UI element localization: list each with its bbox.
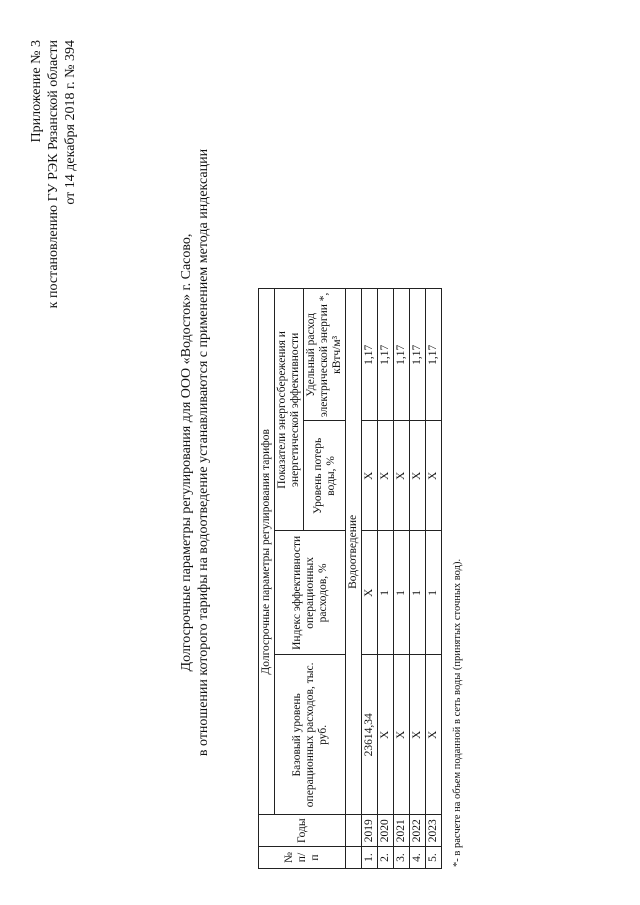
cell-loss: X [410,421,426,531]
cell-base: X [426,655,442,815]
heading-line-2: в отношении которого тарифы на водоотведение устанавливаются с применением метода индексации [196,148,211,757]
cell-no: 4. [410,847,426,869]
section-empty-cell [346,847,362,869]
header-efficiency-index: Индекс эффективности операционных расходов, % [275,531,346,655]
cell-base: X [378,655,394,815]
cell-no: 1. [362,847,378,869]
cell-base: X [410,655,426,815]
parameters-table [258,288,442,869]
table-row [362,289,378,869]
cell-loss: X [362,421,378,531]
cell-no: 3. [394,847,410,869]
cell-base: X [394,655,410,815]
cell-base: 23614,34 [362,655,378,815]
cell-index: 1 [410,531,426,655]
cell-no: 2. [378,847,394,869]
cell-index: 1 [426,531,442,655]
cell-year: 2022 [410,815,426,847]
cell-loss: X [426,421,442,531]
cell-electric: 1,17 [410,289,426,421]
document-heading [178,0,212,905]
appendix-line-1: Приложение № 3 [29,40,44,143]
cell-index: X [362,531,378,655]
appendix-line-3: от 14 декабря 2018 г. № 394 [63,40,78,205]
cell-electric: 1,17 [378,289,394,421]
cell-electric: 1,17 [426,289,442,421]
table-row [410,289,426,869]
cell-loss: X [394,421,410,531]
header-year: Годы [259,815,346,847]
section-empty-cell [346,815,362,847]
header-no: № п/п [259,847,346,869]
appendix-block [28,40,79,905]
table-row [394,289,410,869]
cell-electric: 1,17 [394,289,410,421]
footnote: *- в расчете на объем поданной в сеть воды (принятых сточных вод). [452,558,463,867]
section-title: Водоотведение [346,289,362,815]
header-energy-group: Показатели энергосбережения и энергетической эффективности [275,289,304,531]
header-water-loss: Уровень потерь воды, % [304,421,346,531]
cell-index: 1 [394,531,410,655]
header-base-opex: Базовый уровень операционных расходов, тыс. руб. [275,655,346,815]
cell-year: 2021 [394,815,410,847]
cell-year: 2023 [426,815,442,847]
cell-electric: 1,17 [362,289,378,421]
heading-line-1: Долгосрочные параметры регулирования для ООО «Водосток» г. Сасово, [179,233,194,672]
cell-loss: X [378,421,394,531]
header-electric-use: Удельный расход электрической энергии *, кВтч/м³ [304,289,346,421]
appendix-line-2: к постановлению ГУ РЭК Рязанской области [46,40,61,309]
cell-index: 1 [378,531,394,655]
table-row [378,289,394,869]
cell-year: 2020 [378,815,394,847]
header-group: Долгосрочные параметры регулирования тарифов [259,289,275,815]
cell-year: 2019 [362,815,378,847]
table-row [426,289,442,869]
cell-no: 5. [426,847,442,869]
